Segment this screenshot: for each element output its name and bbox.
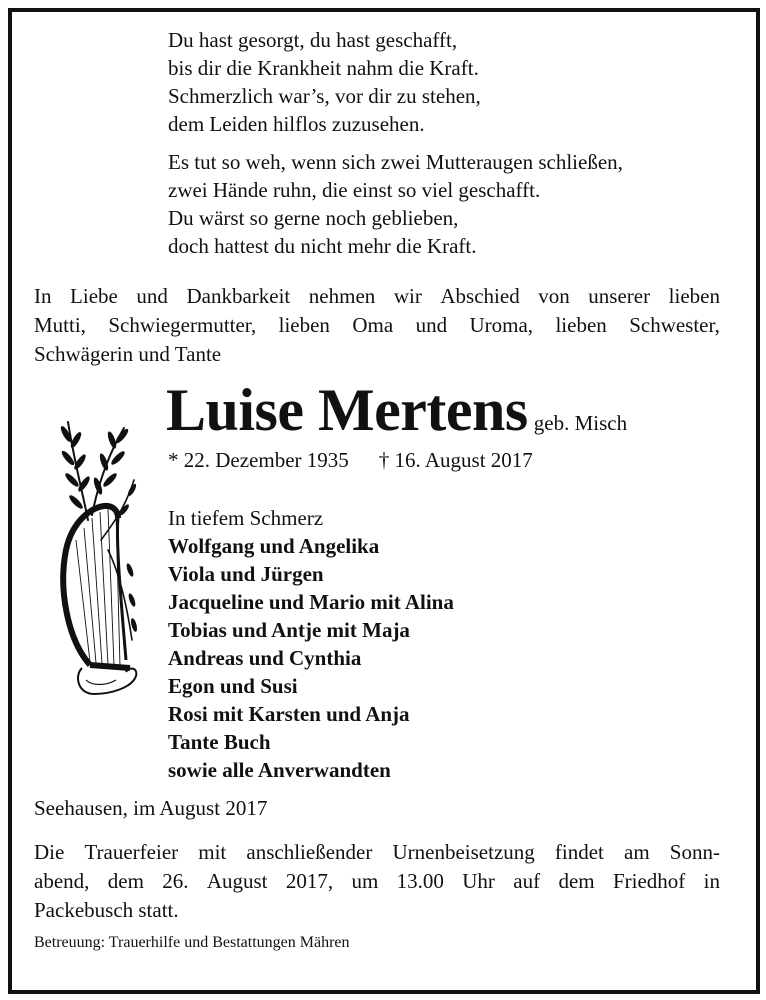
word: 2017, bbox=[285, 869, 334, 893]
poem-stanza-1 bbox=[168, 26, 481, 138]
word: wir bbox=[393, 284, 422, 308]
word: 26. bbox=[162, 869, 189, 893]
funeral-info bbox=[34, 838, 720, 925]
poem-line: zwei Hände ruhn, die einst so viel geschafft. bbox=[168, 178, 541, 202]
word: lieben bbox=[278, 313, 330, 337]
word: Uhr bbox=[462, 869, 495, 893]
word: auf bbox=[513, 869, 541, 893]
mourners-lead: In tiefem Schmerz bbox=[168, 506, 324, 530]
word: Trauerfeier bbox=[84, 840, 179, 864]
poem-line: dem Leiden hilflos zuzusehen. bbox=[168, 112, 425, 136]
intro-line: Schwägerin und Tante bbox=[34, 342, 222, 366]
poem-stanza-2 bbox=[168, 148, 623, 260]
mourner-entry: Andreas und Cynthia bbox=[168, 646, 362, 670]
word: in bbox=[703, 869, 720, 893]
word: mit bbox=[198, 840, 227, 864]
word: unserer bbox=[588, 284, 651, 308]
deceased-name: Luise Mertens bbox=[166, 377, 528, 443]
harp-with-branch-icon bbox=[46, 410, 146, 710]
undertaker-credit: Betreuung: Trauerhilfe und Bestattungen Mähren bbox=[34, 934, 350, 951]
word: Friedhof bbox=[612, 869, 686, 893]
word: Uroma, bbox=[469, 313, 534, 337]
word: Schwester, bbox=[629, 313, 720, 337]
word: Dankbarkeit bbox=[186, 284, 291, 308]
word: Mutti, bbox=[34, 313, 86, 337]
death-date: † 16. August 2017 bbox=[378, 448, 533, 472]
poem-line: Schmerzlich war’s, vor dir zu stehen, bbox=[168, 84, 481, 108]
poem-line: bis dir die Krankheit nahm die Kraft. bbox=[168, 56, 479, 80]
word: Die bbox=[34, 840, 65, 864]
funeral-line bbox=[34, 867, 720, 896]
poem-line: Du hast gesorgt, du hast geschafft, bbox=[168, 28, 458, 52]
word: 13.00 bbox=[396, 869, 444, 893]
word: Sonn- bbox=[669, 840, 720, 864]
word: anschließender bbox=[246, 840, 373, 864]
word: dem bbox=[107, 869, 144, 893]
word: von bbox=[538, 284, 570, 308]
word: lieben bbox=[668, 284, 720, 308]
word: In bbox=[34, 284, 52, 308]
word: Urnenbeisetzung bbox=[392, 840, 535, 864]
birth-date: * 22. Dezember 1935 bbox=[168, 448, 349, 472]
word: August bbox=[206, 869, 268, 893]
word: lieben bbox=[555, 313, 607, 337]
word: um bbox=[351, 869, 379, 893]
word: Schwiegermutter, bbox=[108, 313, 257, 337]
mourner-entry: Jacqueline und Mario mit Alina bbox=[168, 590, 454, 614]
place-date: Seehausen, im August 2017 bbox=[34, 796, 268, 820]
mourner-entry: Tobias und Antje mit Maja bbox=[168, 618, 410, 642]
word: Oma bbox=[352, 313, 394, 337]
funeral-line bbox=[34, 838, 720, 867]
poem-line: doch hattest du nicht mehr die Kraft. bbox=[168, 234, 477, 258]
word: und bbox=[415, 313, 448, 337]
word: und bbox=[136, 284, 168, 308]
mourners-list bbox=[168, 504, 454, 784]
mourner-entry: Rosi mit Karsten und Anja bbox=[168, 702, 410, 726]
word: dem bbox=[558, 869, 595, 893]
mourner-entry: Tante Buch bbox=[168, 730, 271, 754]
maiden-name: geb. Misch bbox=[533, 411, 628, 435]
mourner-entry: Viola und Jürgen bbox=[168, 562, 324, 586]
mourner-entry: sowie alle Anverwandten bbox=[168, 758, 391, 782]
life-dates bbox=[168, 448, 533, 473]
mourner-entry: Egon und Susi bbox=[168, 674, 298, 698]
intro-line bbox=[34, 282, 720, 311]
deceased-name-line bbox=[166, 376, 627, 445]
word: Abschied bbox=[440, 284, 520, 308]
word: Liebe bbox=[70, 284, 118, 308]
word: nehmen bbox=[308, 284, 376, 308]
word: findet bbox=[554, 840, 604, 864]
word: am bbox=[624, 840, 650, 864]
poem-line: Du wärst so gerne noch geblieben, bbox=[168, 206, 459, 230]
intro-line bbox=[34, 311, 720, 340]
mourner-entry: Wolfgang und Angelika bbox=[168, 534, 380, 558]
intro-text bbox=[34, 282, 720, 369]
poem-line: Es tut so weh, wenn sich zwei Mutteraugen schließen, bbox=[168, 150, 623, 174]
funeral-line: Packebusch statt. bbox=[34, 898, 179, 922]
word: abend, bbox=[34, 869, 90, 893]
